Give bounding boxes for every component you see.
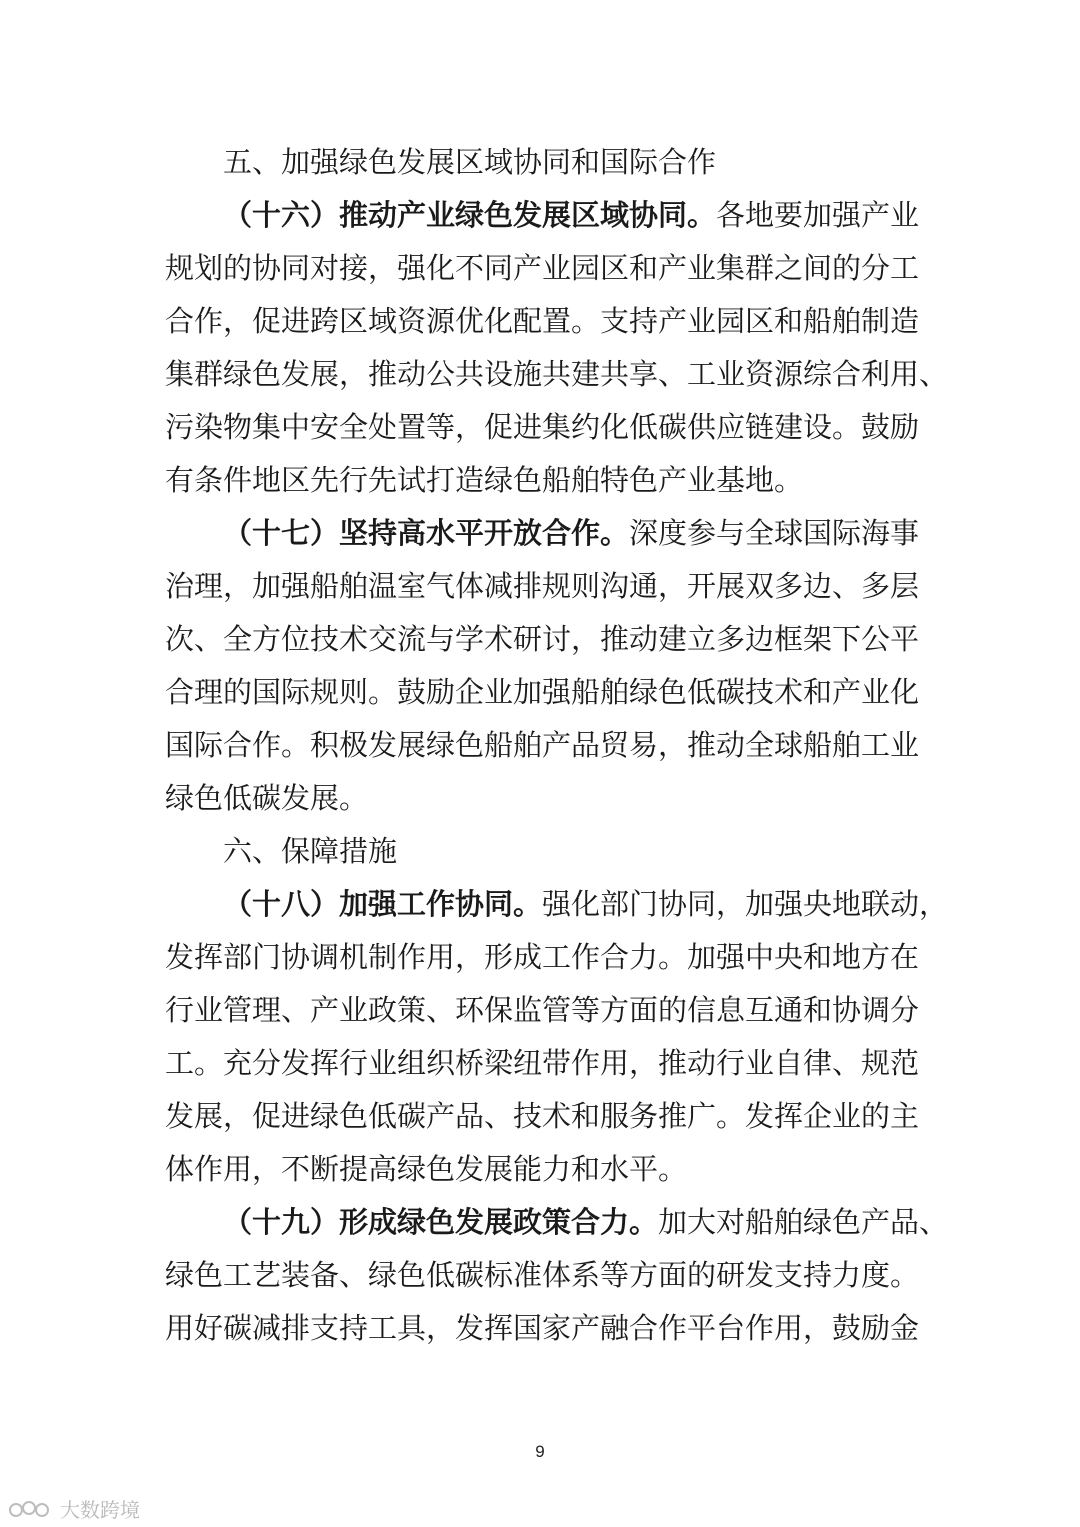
paragraph-16-text: 各地要加强产业 — [716, 198, 920, 232]
section-heading-6: 六、保障措施 — [223, 834, 398, 868]
watermark-text: 大数跨境 — [60, 1498, 140, 1522]
paragraph-17-line: 国际合作。积极发展绿色船舶产品贸易，推动全球船舶工业 — [165, 728, 920, 762]
section-heading-5: 五、加强绿色发展区域协同和国际合作 — [223, 145, 717, 179]
watermark — [8, 1494, 140, 1523]
paragraph-16-line: 有条件地区先行先试打造绿色船舶特色产业基地。 — [165, 463, 804, 497]
paragraph-19-text: 加大对船舶绿色产品、 — [658, 1205, 949, 1239]
paragraph-19-title: （十九）形成绿色发展政策合力。 — [223, 1205, 659, 1239]
paragraph-16-line: 合作，促进跨区域资源优化配置。支持产业园区和船舶制造 — [165, 304, 920, 338]
paragraph-17-line: 次、全方位技术交流与学术研讨，推动建立多边框架下公平 — [165, 622, 920, 656]
paragraph-17-line: 治理，加强船舶温室气体减排规则沟通，开展双多边、多层 — [165, 569, 920, 603]
document-body — [165, 136, 949, 1355]
paragraph-17-text: 深度参与全球国际海事 — [629, 516, 920, 550]
paragraph-16-title: （十六）推动产业绿色发展区域协同。 — [223, 198, 717, 232]
paragraph-18-line: 发展，促进绿色低碳产品、技术和服务推广。发挥企业的主 — [165, 1099, 920, 1133]
paragraph-18-line: 发挥部门协调机制作用，形成工作合力。加强中央和地方在 — [165, 940, 920, 974]
page-number: 9 — [535, 1442, 545, 1461]
paragraph-18-title: （十八）加强工作协同。 — [223, 887, 543, 921]
paragraph-18-line: 行业管理、产业政策、环保监管等方面的信息互通和协调分 — [165, 993, 920, 1027]
paragraph-17-line-1 — [165, 507, 920, 560]
paragraph-17-title: （十七）坚持高水平开放合作。 — [223, 516, 630, 550]
paragraph-18-line: 体作用，不断提高绿色发展能力和水平。 — [165, 1152, 688, 1186]
paragraph-16-line: 规划的协同对接，强化不同产业园区和产业集群之间的分工 — [165, 251, 920, 285]
paragraph-17-line: 绿色低碳发展。 — [165, 781, 369, 815]
paragraph-19-line: 用好碳减排支持工具，发挥国家产融合作平台作用，鼓励金 — [165, 1311, 920, 1345]
logo-icon — [8, 1497, 54, 1521]
paragraph-18-line-1 — [165, 878, 949, 931]
paragraph-16-line: 污染物集中安全处置等，促进集约化低碳供应链建设。鼓励 — [165, 410, 920, 444]
paragraph-16-line: 集群绿色发展，推动公共设施共建共享、工业资源综合利用、 — [165, 357, 949, 391]
paragraph-19-line-1 — [165, 1196, 949, 1249]
paragraph-18-line: 工。充分发挥行业组织桥梁纽带作用，推动行业自律、规范 — [165, 1046, 920, 1080]
paragraph-18-text: 强化部门协同，加强央地联动， — [542, 887, 949, 921]
paragraph-16-line-1 — [165, 189, 920, 242]
paragraph-19-line: 绿色工艺装备、绿色低碳标准体系等方面的研发支持力度。 — [165, 1258, 920, 1292]
paragraph-17-line: 合理的国际规则。鼓励企业加强船舶绿色低碳技术和产业化 — [165, 675, 920, 709]
